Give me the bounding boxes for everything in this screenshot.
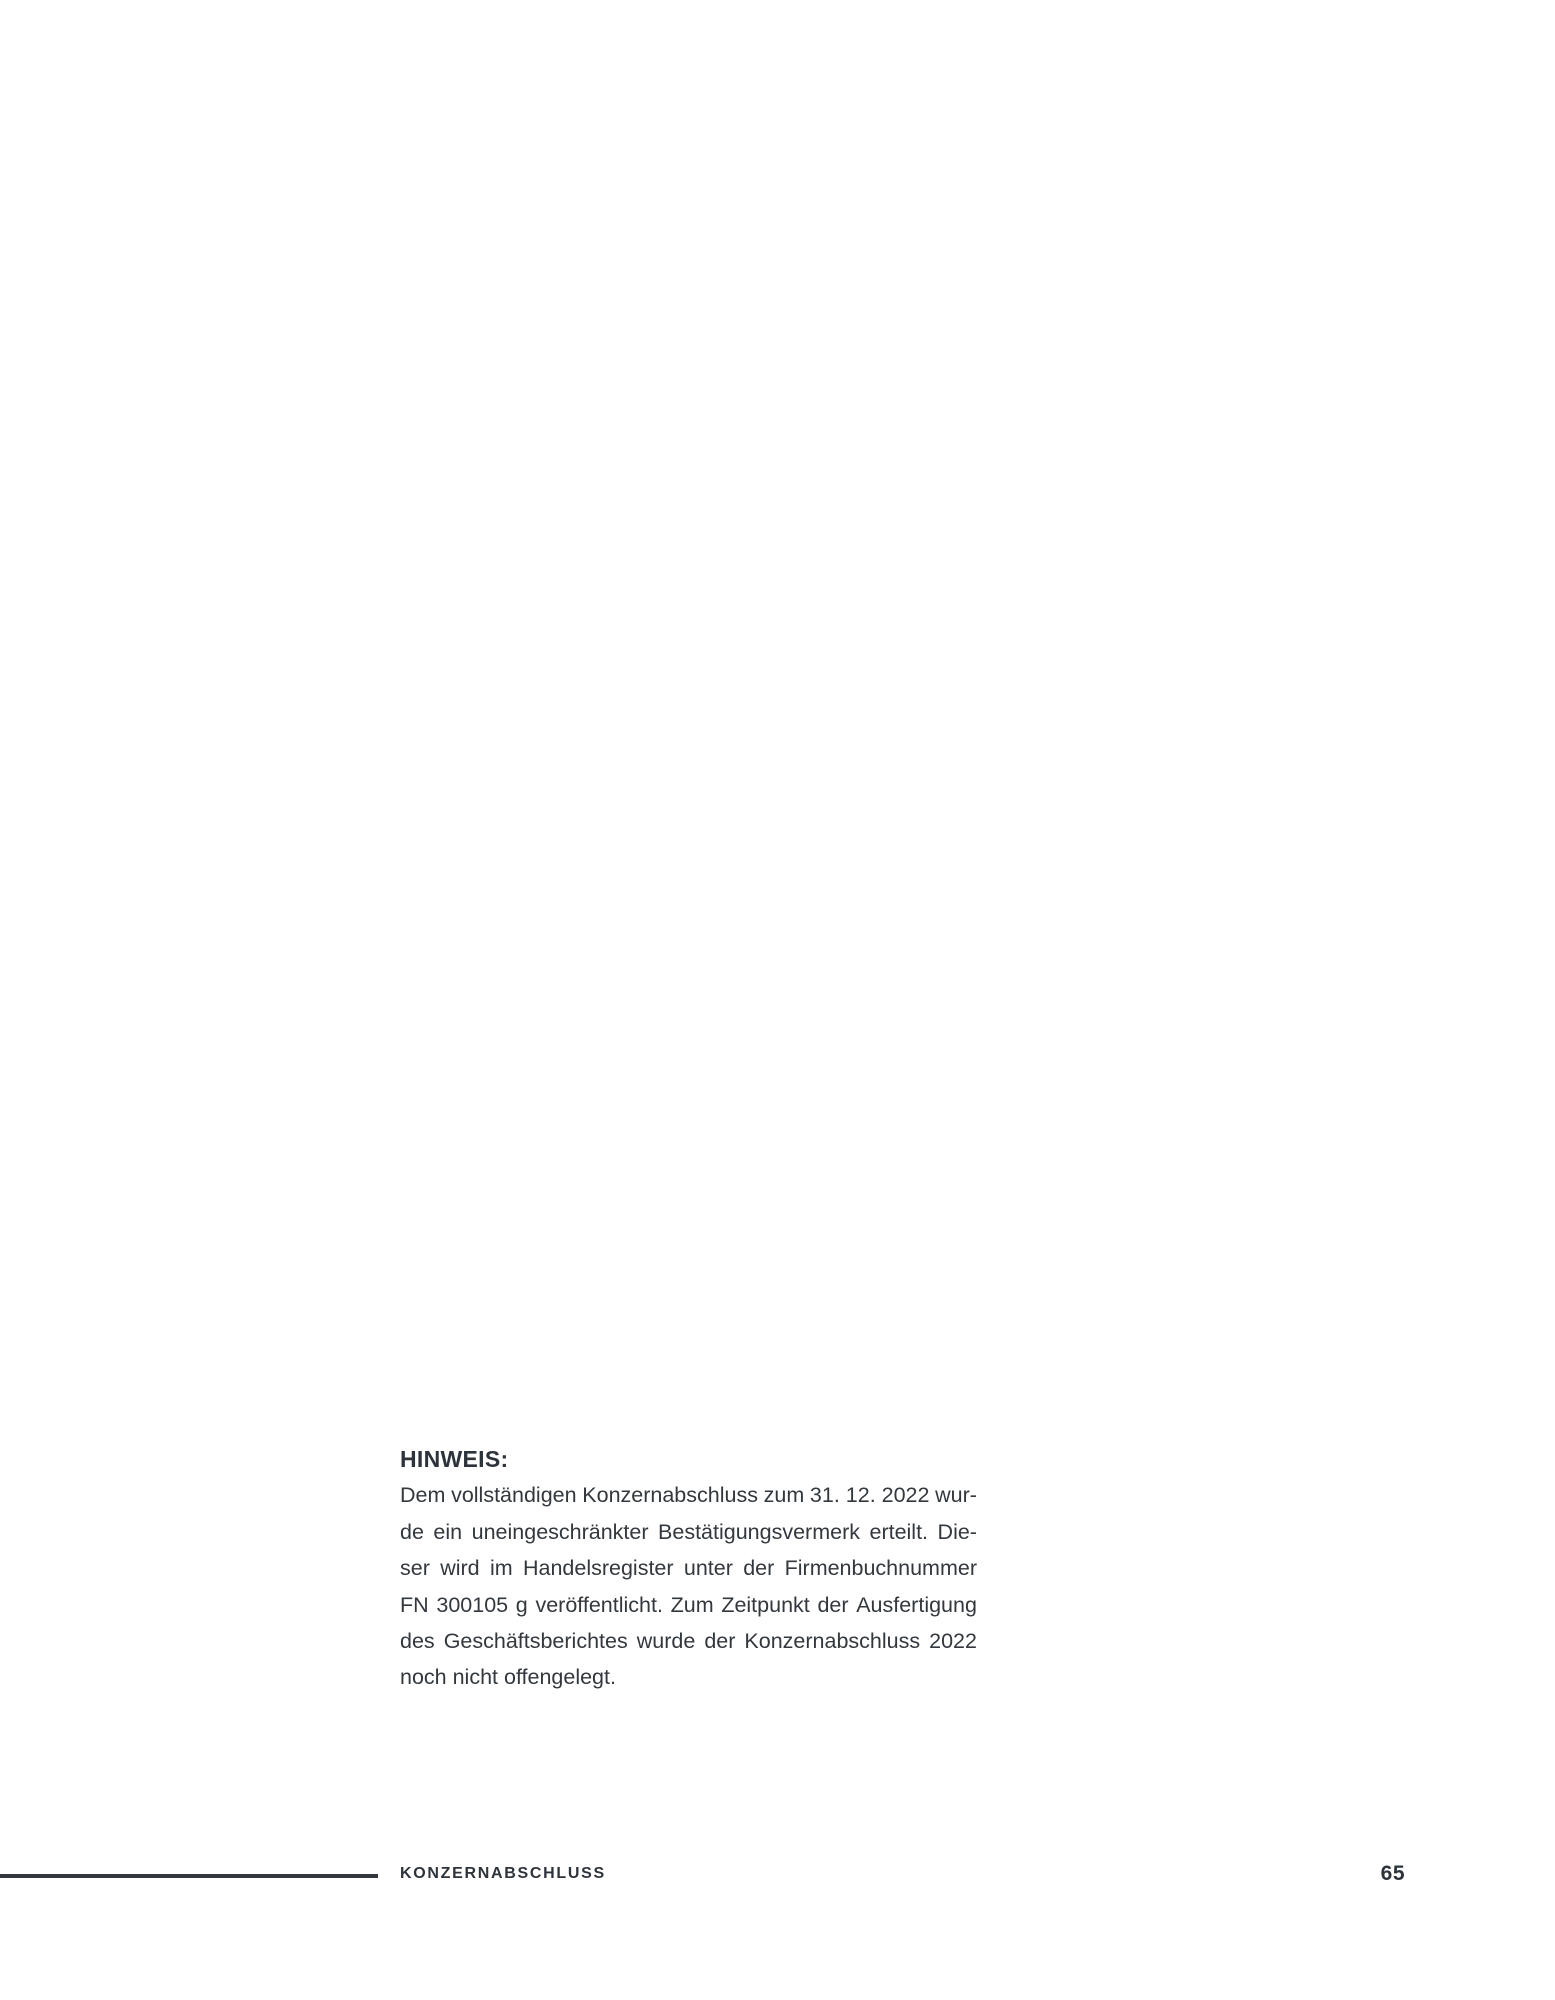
- word: ser: [400, 1556, 430, 1581]
- word: erteilt.: [869, 1519, 929, 1544]
- word: wird: [440, 1556, 480, 1581]
- word: vollständigen: [451, 1483, 577, 1508]
- word: der: [704, 1628, 736, 1653]
- word: uneingeschränkter: [471, 1519, 649, 1544]
- word: de: [400, 1519, 424, 1544]
- word: Geschäftsberichtes: [443, 1628, 628, 1653]
- word: des: [400, 1628, 435, 1653]
- word: Dem: [400, 1483, 446, 1508]
- footer-section-label: KONZERNABSCHLUSS: [400, 1865, 606, 1882]
- word: wurde: [636, 1628, 696, 1653]
- page-number: 65: [1380, 1862, 1405, 1885]
- word: unter: [683, 1556, 733, 1581]
- word: Zeitpunkt: [721, 1592, 810, 1617]
- word: Bestätigungsvermerk: [658, 1519, 860, 1544]
- word: ein: [433, 1519, 463, 1544]
- word: der: [817, 1592, 849, 1617]
- word: veröffentlicht.: [535, 1592, 663, 1617]
- word: Konzernabschluss: [744, 1628, 921, 1653]
- word: 2022: [929, 1628, 977, 1653]
- note-line: [400, 1514, 977, 1550]
- note-line: [400, 1623, 977, 1659]
- note-body: [400, 1477, 977, 1695]
- word: zum: [763, 1483, 805, 1508]
- hinweis-note: [400, 1441, 977, 1696]
- word: Konzernabschluss: [582, 1483, 758, 1508]
- word: der: [743, 1556, 775, 1581]
- word: Handelsregister: [522, 1556, 674, 1581]
- footer-rule: [0, 1874, 378, 1878]
- note-line: [400, 1477, 977, 1513]
- note-line: noch nicht offengelegt.: [400, 1665, 616, 1690]
- word: Ausfertigung: [856, 1592, 977, 1617]
- word: 300105: [436, 1592, 509, 1617]
- word: Zum: [670, 1592, 714, 1617]
- note-line: [400, 1550, 977, 1586]
- word: Die-: [937, 1519, 977, 1544]
- note-heading: HINWEIS:: [400, 1446, 509, 1472]
- note-line: [400, 1587, 977, 1623]
- word: 31. 12. 2022: [809, 1483, 930, 1508]
- word: Firmenbuchnummer: [784, 1556, 977, 1581]
- word: wur-: [935, 1483, 977, 1508]
- word: FN: [400, 1592, 429, 1617]
- word: im: [489, 1556, 513, 1581]
- word: g: [515, 1592, 528, 1617]
